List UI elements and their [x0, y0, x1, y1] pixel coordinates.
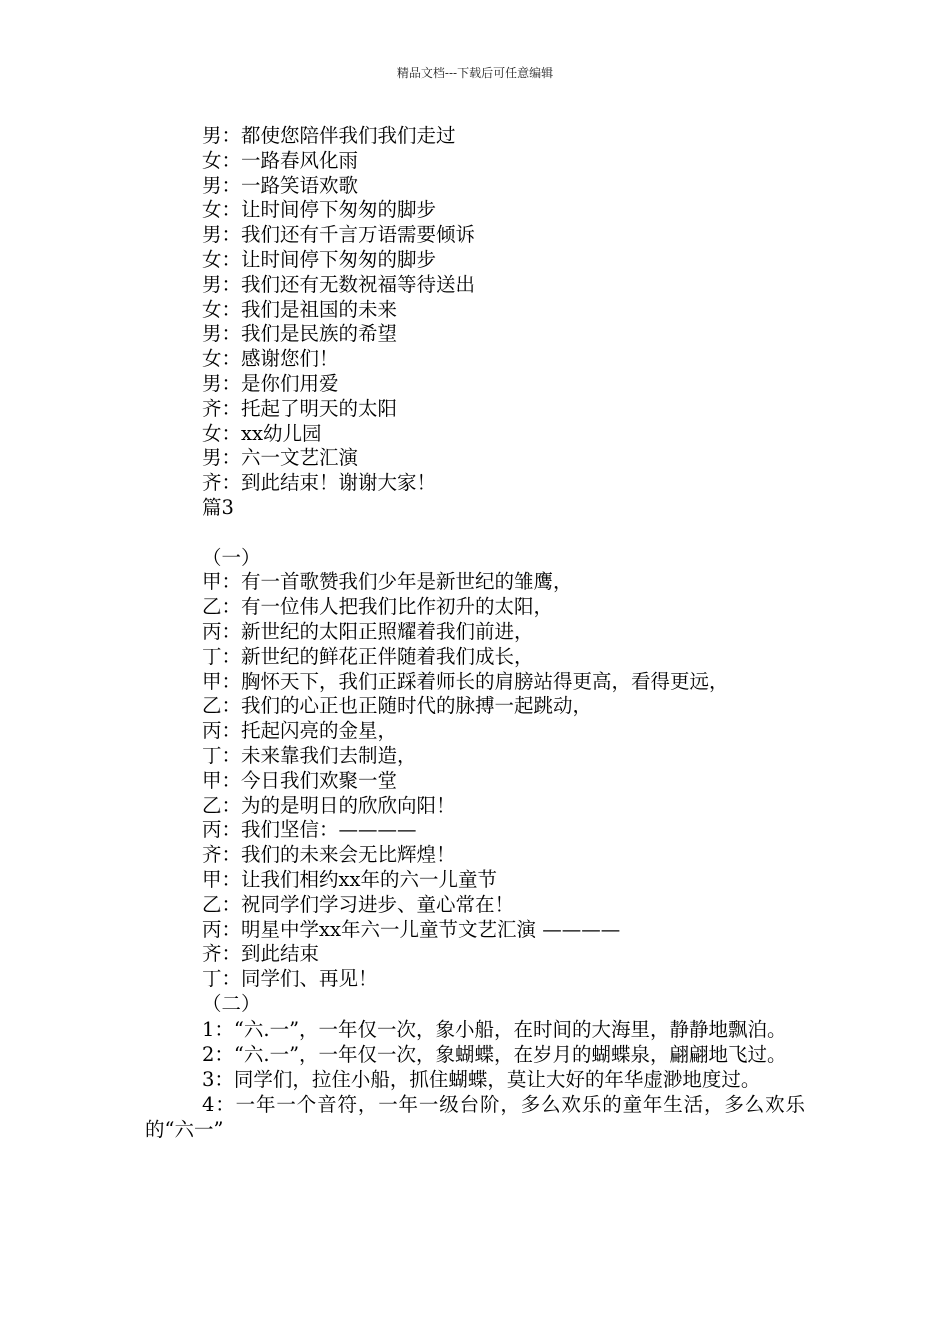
dialogue-block-b	[145, 570, 805, 992]
dialogue-line: 男：是你们用爱	[202, 371, 339, 395]
dialogue-line: 女：让时间停下匆匆的脚步	[202, 247, 437, 271]
dialogue-line: 丁：同学们、再见！	[202, 967, 378, 991]
paragraph: 4：一年一个音符，一年一级台阶，多么欢乐的童年生活，多么欢乐的“六一”	[145, 1092, 805, 1141]
paragraph: 2：“六.一”，一年仅一次，象蝴蝶，在岁月的蝴蝶泉，翩翩地飞过。	[202, 1042, 787, 1066]
dialogue-line: 齐：到此结束！谢谢大家！	[202, 471, 437, 495]
dialogue-line: 男：一路笑语欢歌	[202, 173, 359, 197]
dialogue-line: 乙：有一位伟人把我们比作初升的太阳，	[202, 595, 554, 619]
dialogue-line: 女：感谢您们！	[202, 347, 339, 371]
paragraph-block	[145, 1017, 805, 1142]
dialogue-line: 女：我们是祖国的未来	[202, 297, 398, 321]
dialogue-line: 甲：有一首歌赞我们少年是新世纪的雏鹰，	[202, 570, 573, 594]
dialogue-line: 男：都使您陪伴我们我们走过	[202, 124, 456, 147]
dialogue-line: 甲：让我们相约xx年的六一儿童节	[202, 867, 497, 891]
part-one-title: （一）	[202, 545, 261, 569]
dialogue-line: 男：我们还有千言万语需要倾诉	[202, 223, 476, 247]
page-header: 精品文档---下载后可任意编辑	[396, 66, 554, 80]
dialogue-line: 丙：我们坚信：————	[202, 818, 417, 842]
dialogue-line: 丙：托起闪亮的金星，	[202, 719, 398, 743]
section-title: 篇3	[202, 495, 234, 519]
blank-line	[145, 521, 805, 546]
dialogue-line: 乙：为的是明日的欣欣向阳！	[202, 793, 456, 817]
dialogue-line: 甲：今日我们欢聚一堂	[202, 768, 398, 792]
dialogue-line: 乙：祝同学们学习进步、童心常在！	[202, 892, 515, 916]
document-body	[145, 124, 805, 1142]
dialogue-line: 乙：我们的心正也正随时代的脉搏一起跳动，	[202, 694, 593, 718]
dialogue-line: 男：六一文艺汇演	[202, 446, 359, 470]
dialogue-line: 丙：明星中学xx年六一儿童节文艺汇演 ————	[202, 917, 621, 941]
part-two-title: （二）	[202, 991, 261, 1015]
dialogue-line: 齐：托起了明天的太阳	[202, 396, 398, 420]
dialogue-line: 丁：新世纪的鲜花正伴随着我们成长，	[202, 644, 534, 668]
dialogue-line: 女：xx幼儿园	[202, 421, 322, 445]
dialogue-line: 甲：胸怀天下，我们正踩着师长的肩膀站得更高，看得更远，	[202, 669, 729, 693]
dialogue-line: 齐：到此结束	[202, 942, 320, 966]
dialogue-line: 齐：我们的未来会无比辉煌！	[202, 843, 456, 867]
paragraph: 3：同学们，拉住小船，抓住蝴蝶，莫让大好的年华虚渺地度过。	[202, 1067, 761, 1091]
dialogue-block-a	[145, 124, 805, 496]
dialogue-line: 女：一路春风化雨	[202, 148, 359, 172]
dialogue-line: 女：让时间停下匆匆的脚步	[202, 198, 437, 222]
paragraph: 1：“六.一”，一年仅一次，象小船，在时间的大海里，静静地飘泊。	[202, 1017, 787, 1041]
dialogue-line: 丁：未来靠我们去制造，	[202, 743, 417, 767]
dialogue-line: 男：我们是民族的希望	[202, 322, 398, 346]
dialogue-line: 男：我们还有无数祝福等待送出	[202, 272, 476, 296]
dialogue-line: 丙：新世纪的太阳正照耀着我们前进，	[202, 619, 534, 643]
